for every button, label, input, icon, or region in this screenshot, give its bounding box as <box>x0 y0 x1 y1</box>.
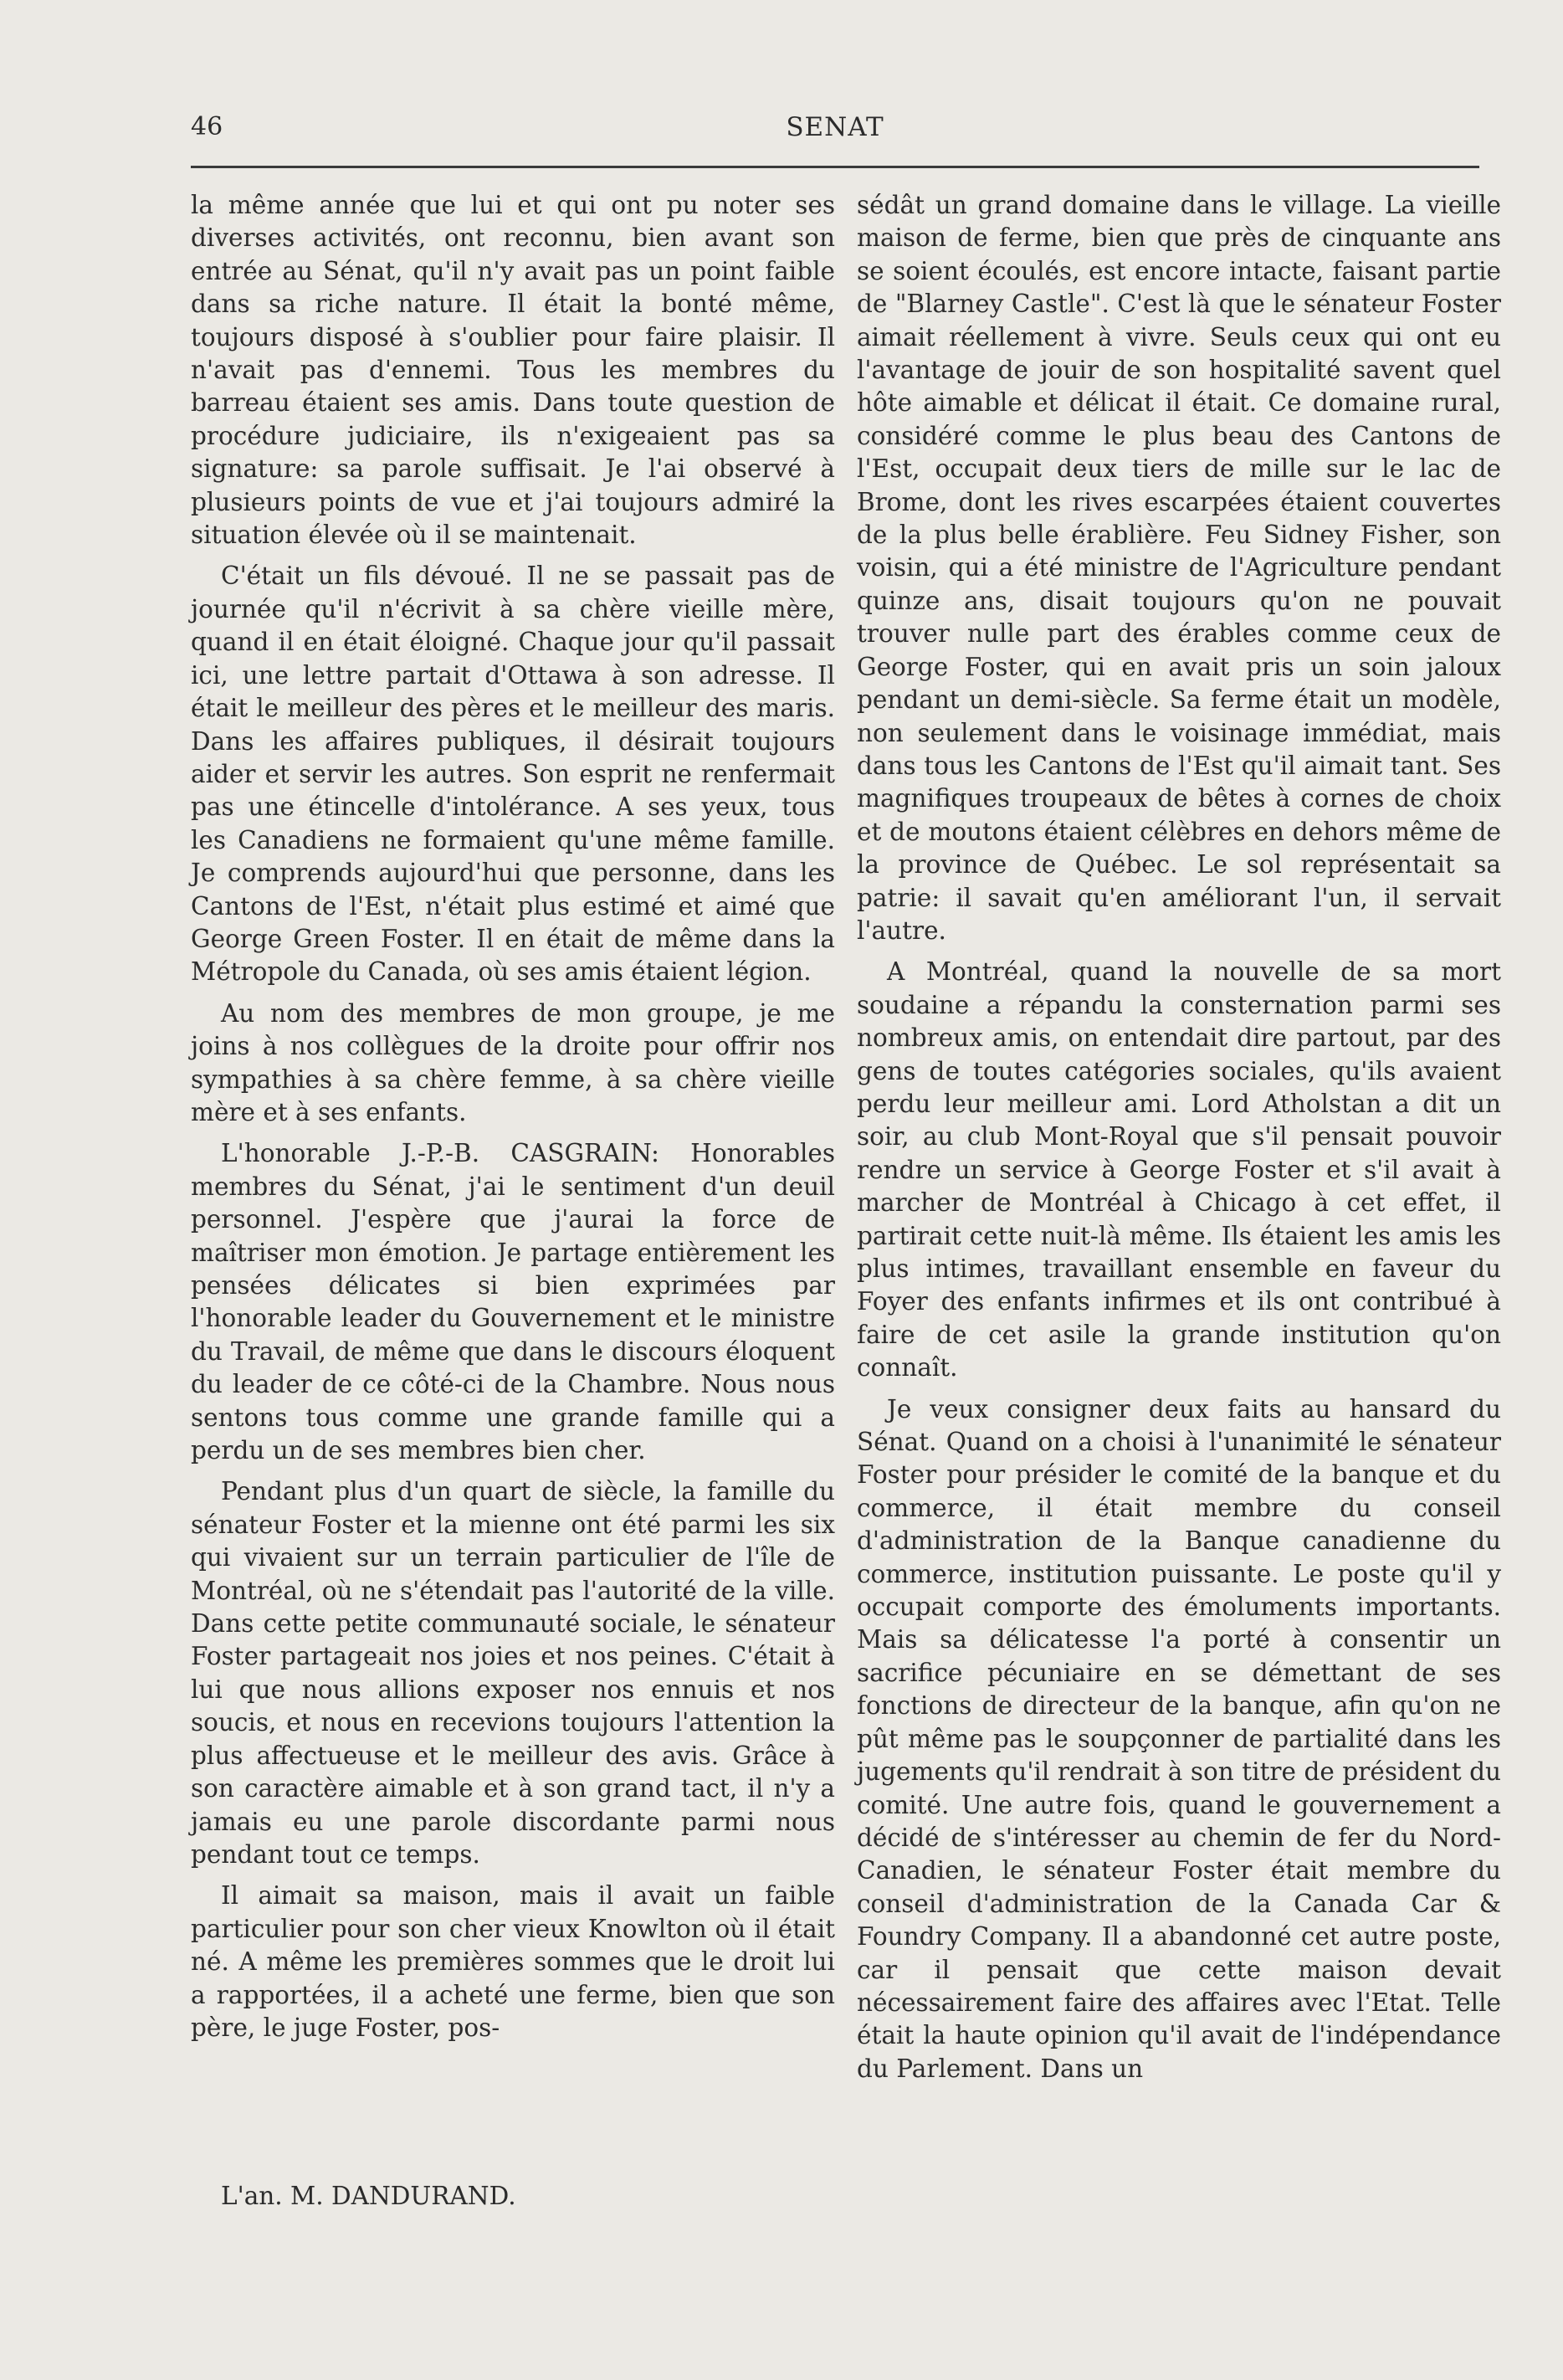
right-column <box>857 189 1501 2085</box>
paragraph: L'honorable J.-P.-B. CASGRAIN: Honorables membres du Sénat, j'ai le sentiment d'un deuil personnel. J'espère que j'aurai la force de maîtriser mon émotion. Je partage entièrement les pensées délicates si bien exprimées par l'honorable leader du Gouvernement et le ministre du Travail, de même que dans le discours éloquent du leader de ce côté-ci de la Chambre. Nous nous sentons tous comme une grande famille qui a perdu un de ses membres bien cher. <box>191 1139 835 1465</box>
paragraph: la même année que lui et qui ont pu noter ses diverses activités, ont reconnu, bien avant son entrée au Sénat, qu'il n'y avait pas un point faible dans sa riche nature. Il était la bonté même, toujours disposé à s'oublier pour faire plaisir. Il n'avait pas d'ennemi. Tous les membres du barreau étaient ses amis. Dans toute question de procédure judiciaire, ils n'exigeaient pas sa signature: sa parole suffisait. Je l'ai observé à plusieurs points de vue et j'ai toujours admiré la situation élevée où il se maintenait. <box>191 191 835 550</box>
paragraph: sédât un grand domaine dans le village. La vieille maison de ferme, bien que près de cinquante ans se soient écoulés, est encore intacte, faisant partie de "Blarney Castle". C'est là que le sénateur Foster aimait réellement à vivre. Seuls ceux qui ont eu l'avantage de jouir de son hospitalité savent quel hôte aimable et délicat il était. Ce domaine rural, considéré comme le plus beau des Cantons de l'Est, occupait deux tiers de mille sur le lac de Brome, dont les rives escarpées étaient couvertes de la plus belle érablière. Feu Sidney Fisher, son voisin, qui a été ministre de l'Agriculture pendant quinze ans, disait toujours qu'on ne pouvait trouver nulle part des érables comme ceux de George Foster, qui en avait pris un soin jaloux pendant un demi-siècle. Sa ferme était un modèle, non seulement dans le voisinage immédiat, mais dans tous les Cantons de l'Est qu'il aimait tant. Ses magnifiques troupeaux de bêtes à cornes de choix et de moutons étaient célèbres en dehors même de la province de Québec. Le sol représentait sa patrie: il savait qu'en améliorant l'un, il servait l'autre. <box>857 191 1501 945</box>
paragraph: Il aimait sa maison, mais il avait un faible particulier pour son cher vieux Knowlton où il était né. A même les premières sommes que le droit lui a rapportées, il a acheté une ferme, bien que son père, le juge Foster, pos- <box>191 1881 835 2042</box>
left-column <box>191 189 835 2044</box>
paragraph: Au nom des membres de mon groupe, je me joins à nos collègues de la droite pour offrir nos sympathies à sa chère femme, à sa chère vieille mère et à ses enfants. <box>191 998 835 1126</box>
speaker-attribution: L'an. M. DANDURAND. <box>221 2182 516 2210</box>
header-rule <box>191 166 1479 168</box>
paragraph: Pendant plus d'un quart de siècle, la famille du sénateur Foster et la mienne ont été parmi les six qui vivaient sur un terrain particulier de l'île de Montréal, où ne s'étendait pas l'autorité de la ville. Dans cette petite communauté sociale, le sénateur Foster partageait nos joies et nos peines. C'était à lui que nous allions exposer nos ennuis et nos soucis, et nous en recevions toujours l'attention la plus affectueuse et le meilleur des avis. Grâce à son caractère aimable et à son grand tact, il n'y a jamais eu une parole discordante parmi nous pendant tout ce temps. <box>191 1477 835 1869</box>
page-number: 46 <box>191 112 223 141</box>
paragraph: C'était un fils dévoué. Il ne se passait pas de journée qu'il n'écrivit à sa chère vieille mère, quand il en était éloigné. Chaque jour qu'il passait ici, une lettre partait d'Ottawa à son adresse. Il était le meilleur des pères et le meilleur des maris. Dans les affaires publiques, il désirait toujours aider et servir les autres. Son esprit ne renfermait pas une étincelle d'intolérance. A ses yeux, tous les Canadiens ne formaient qu'une même famille. Je comprends aujourd'hui que personne, dans les Cantons de l'Est, n'était plus estimé et aimé que George Green Foster. Il en était de même dans la Métropole du Canada, où ses amis étaient légion. <box>191 562 835 987</box>
page-header <box>191 107 1479 157</box>
paragraph: A Montréal, quand la nouvelle de sa mort soudaine a répandu la consternation parmi ses nombreux amis, on entendait dire partout, par des gens de toutes catégories sociales, qu'ils avaient perdu leur meilleur ami. Lord Atholstan a dit un soir, au club Mont-Royal que s'il pensait pouvoir rendre un service à George Foster et s'il avait à marcher de Montréal à Chicago à cet effet, il partirait cette nuit-là même. Ils étaient les amis les plus intimes, travaillant ensemble en faveur du Foyer des enfants infirmes et ils ont contribué à faire de cet asile la grande institution qu'on connaît. <box>857 957 1501 1382</box>
running-title: SENAT <box>786 112 884 142</box>
paragraph: Je veux consigner deux faits au hansard du Sénat. Quand on a choisi à l'unanimité le sénateur Foster pour présider le comité de la banque et du commerce, il était membre du conseil d'administration de la Banque canadienne du commerce, institution puissante. Le poste qu'il y occupait comporte des émoluments importants. Mais sa délicatesse l'a porté à consentir un sacrifice pécuniaire en se démettant de ses fonctions de directeur de la banque, afin qu'on ne pût même pas le soupçonner de partialité dans les jugements qu'il rendrait à son titre de président du comité. Une autre fois, quand le gouvernement a décidé de s'intéresser au chemin de fer du Nord-Canadien, le sénateur Foster était membre du conseil d'administration de la Canada Car & Foundry Company. Il a abandonné cet autre poste, car il pensait que cette maison devait nécessairement faire des affaires avec l'Etat. Telle était la haute opinion qu'il avait de l'indépendance du Parlement. Dans un <box>857 1394 1501 2083</box>
